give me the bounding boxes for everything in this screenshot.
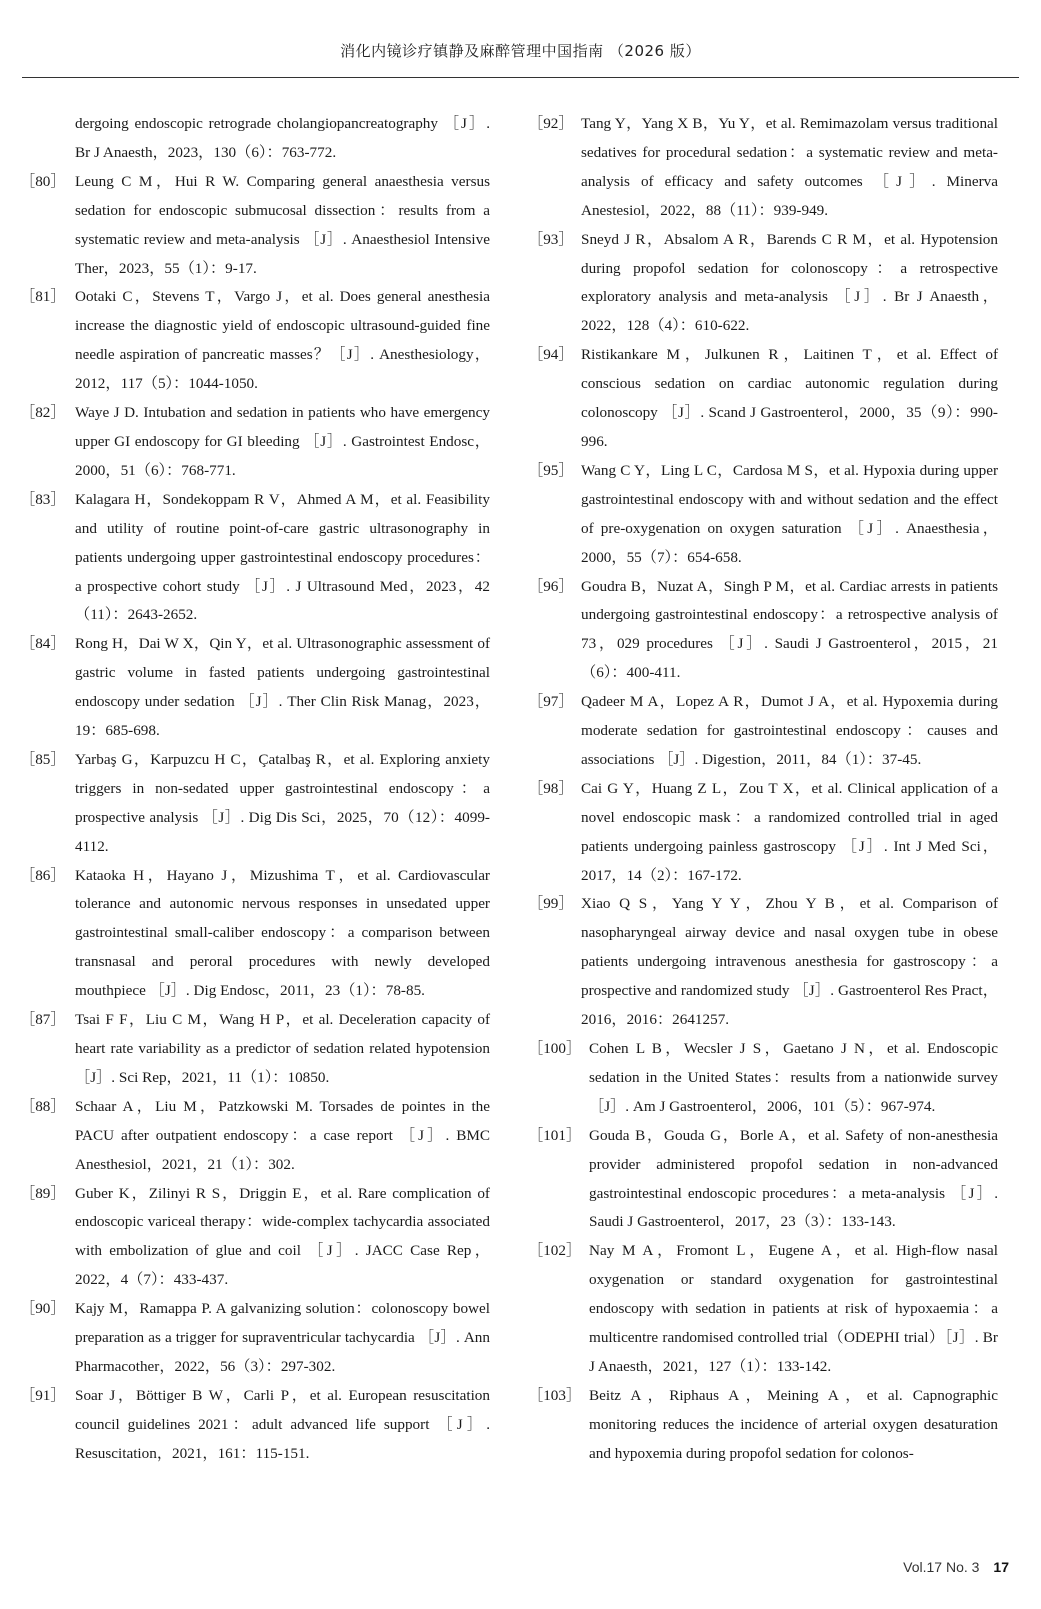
reference-text: Xiao Q S，Yang Y Y，Zhou Y B，et al. Comparison of nasopharyngeal airway device and nasal oxygen tube in obese patients undergoing intravenous anesthesia for gastroscopy：a prospective and randomized study ［J］. Gastroenterol Res Pract，2016，2016：2641257. [581,895,998,1029]
reference-number: ［85］ [20,750,66,768]
reference-number: ［88］ [20,1097,66,1115]
reference-text: Ootaki C，Stevens T，Vargo J，et al. Does general anesthesia increase the diagnostic yield of endoscopic ultrasound-guided fine needle aspiration of pancreatic masses？［J］. Anesthesiology，2012，117（5）：1044-1050. [75,288,490,393]
reference-text: Sneyd J R，Absalom A R，Barends C R M，et al. Hypotension during propofol sedation for colonoscopy：a retrospective exploratory analysis and meta-analysis ［J］. Br J Anaesth，2022，128（4）：610-622. [581,230,998,335]
reference-text: Kajy M，Ramappa P. A galvanizing solution：colonoscopy bowel preparation as a trigger for supraventricular tachycardia ［J］. Ann Pharmacother，2022，56（3）：297-302. [75,1300,490,1375]
reference-entry [20,486,490,631]
reference-entry [528,775,998,891]
reference-entry [20,1382,490,1469]
reference-entry [20,1180,490,1296]
reference-number: ［94］ [528,346,574,364]
reference-text: Gouda B，Gouda G，Borle A，et al. Safety of non-anesthesia provider administered propofol sedation in non-advanced gastrointestinal endoscopic procedures：a meta-analysis ［J］. Saudi J Gastroenterol，2017，23（3）：133-143. [589,1126,998,1231]
reference-number: ［96］ [528,577,574,595]
reference-entry [20,862,490,1007]
reference-text: Kalagara H，Sondekoppam R V，Ahmed A M，et al. Feasibility and utility of routine point-of-care gastric ultrasonography in patients undergoing upper gastrointestinal endoscopy procedures：a prospective cohort study ［J］. J Ultrasound Med，2023，42（11）：2643-2652. [75,490,490,624]
reference-number: ［103］ [528,1386,582,1404]
reference-text: Goudra B，Nuzat A，Singh P M，et al. Cardiac arrests in patients undergoing gastrointestinal endoscopy：a retrospective analysis of 73，029 procedures ［J］. Saudi J Gastroenterol，2015，21（6）：400-411. [581,577,998,682]
reference-number: ［99］ [528,895,574,913]
reference-text: Wang C Y，Ling L C，Cardosa M S，et al. Hypoxia during upper gastrointestinal endoscopy with and without sedation and the effect of pre-oxygenation on oxygen saturation ［J］. Anaesthesia，2000，55（7）：654-658. [581,461,998,566]
reference-entry [20,399,490,486]
reference-number: ［100］ [528,1040,582,1057]
reference-entry [528,457,998,573]
reference-text: Cohen L B，Wecsler J S，Gaetano J N，et al. Endoscopic sedation in the United States：results from a nationwide survey ［J］. Am J Gastroenterol，2006，101（5）：967-974. [589,1040,998,1115]
reference-number: ［86］ [20,866,66,884]
reference-text: Beitz A，Riphaus A，Meining A，et al. Capnographic monitoring reduces the incidence of arterial oxygen desaturation and hypoxemia during propofol sedation for colonos- [589,1386,998,1462]
reference-number: ［82］ [20,404,66,422]
reference-entry [20,746,490,862]
reference-text: Cai G Y，Huang Z L，Zou T X，et al. Clinical application of a novel endoscopic mask：a randomized controlled trial in aged patients undergoing painless gastroscopy ［J］. Int J Med Sci，2017，14（2）：167-172. [581,779,998,884]
reference-text: Soar J，Böttiger B W，Carli P，et al. European resuscitation council guidelines 2021：adult advanced life support ［J］. Resuscitation，2021，161：115-151. [75,1386,490,1462]
volume-issue: Vol.17 No. 3 [903,1559,980,1575]
reference-entry [528,1237,998,1382]
reference-number: ［89］ [20,1184,66,1202]
reference-number: ［97］ [528,693,574,711]
reference-text: Ristikankare M，Julkunen R，Laitinen T，et al. Effect of conscious sedation on cardiac autonomic regulation during colonoscopy ［J］. Scand J Gastroenterol，2000，35（9）：990-996. [581,346,998,450]
reference-entry [20,630,490,746]
reference-entry [528,573,998,689]
reference-number: ［91］ [20,1386,66,1404]
reference-number: ［81］ [20,288,66,306]
reference-text: Guber K，Zilinyi R S，Driggin E，et al. Rare complication of endoscopic variceal therapy：wide-complex tachycardia associated with embolization of glue and coil ［J］. JACC Case Rep，2022，4（7）：433-437. [75,1184,490,1289]
reference-text: Kataoka H，Hayano J，Mizushima T，et al. Cardiovascular tolerance and autonomic nervous responses in unsedated upper gastrointestinal small-caliber endoscopy：a comparison between transnasal and peroral procedures with newly developed mouthpiece ［J］. Dig Endosc，2011，23（1）：78-85. [75,866,490,1000]
reference-text: Waye J D. Intubation and sedation in patients who have emergency upper GI endoscopy for GI bleeding ［J］. Gastrointest Endosc，2000，51（6）：768-771. [75,404,490,479]
reference-entry [528,688,998,775]
reference-entry [20,283,490,399]
reference-number: ［102］ [528,1242,582,1260]
reference-entry [20,1006,490,1093]
reference-text: Leung C M，Hui R W. Comparing general anaesthesia versus sedation for endoscopic submucosal dissection：results from a systematic review and meta-analysis ［J］. Anaesthesiol Intensive Ther，2023，55（1）：9-17. [75,172,490,277]
reference-column-left [20,110,490,1469]
reference-list-right [528,110,998,1469]
header-rule [22,77,1019,78]
reference-number: ［98］ [528,779,574,797]
reference-entry [528,890,998,1035]
reference-text: Tsai F F，Liu C M，Wang H P，et al. Deceleration capacity of heart rate variability as a predictor of sedation related hypotension ［J］. Sci Rep，2021，11（1）：10850. [75,1011,490,1086]
page-footer [903,1559,1009,1575]
reference-text: Schaar A，Liu M，Patzkowski M. Torsades de pointes in the PACU after outpatient endoscopy：a case report ［J］. BMC Anesthesiol，2021，21（1）：302. [75,1097,490,1173]
reference-column-right [528,110,998,1469]
reference-list-left [20,168,490,1469]
reference-number: ［92］ [528,115,574,132]
reference-text: Yarbaş G，Karpuzcu H C，Çatalbaş R，et al. Exploring anxiety triggers in non-sedated upper gastrointestinal endoscopy：a prospective analysis ［J］. Dig Dis Sci，2025，70（12）：4099-4112. [75,750,490,855]
page-number: 17 [993,1559,1009,1575]
reference-entry [528,110,998,226]
reference-entry [20,168,490,284]
reference-number: ［101］ [528,1126,582,1144]
reference-number: ［90］ [20,1300,66,1318]
reference-text: Qadeer M A，Lopez A R，Dumot J A，et al. Hypoxemia during moderate sedation for gastrointestinal endoscopy：causes and associations ［J］. Digestion，2011，84（1）：37-45. [581,693,998,768]
reference-text: Rong H，Dai W X，Qin Y，et al. Ultrasonographic assessment of gastric volume in fasted patients undergoing gastrointestinal endoscopy under sedation ［J］. Ther Clin Risk Manag，2023，19：685-698. [75,635,490,740]
running-head: 消化内镜诊疗镇静及麻醉管理中国指南 （2026 版） [340,42,701,60]
reference-entry [528,1122,998,1238]
reference-number: ［84］ [20,635,66,653]
reference-number: ［80］ [20,172,66,190]
reference-entry [20,1295,490,1382]
reference-number: ［87］ [20,1011,66,1029]
reference-text: Nay M A，Fromont L，Eugene A，et al. High-flow nasal oxygenation or standard oxygenation for gastrointestinal endoscopy with sedation in patients at risk of hypoxaemia：a multicentre randomised controlled trial（ODEPHI trial）［J］. Br J Anaesth，2021，127（1）：133-142. [589,1242,998,1375]
reference-entry [528,341,998,457]
reference-number: ［83］ [20,490,66,508]
reference-entry [528,1382,998,1469]
reference-entry [528,1035,998,1122]
reference-continuation: dergoing endoscopic retrograde cholangiopancreatography ［J］. Br J Anaesth，2023，130（6）：763-772. [75,115,490,161]
reference-number: ［95］ [528,461,574,479]
reference-number: ［93］ [528,230,574,248]
reference-entry [20,1093,490,1180]
reference-text: Tang Y，Yang X B，Yu Y，et al. Remimazolam versus traditional sedatives for procedural sedation：a systematic review and meta-analysis of efficacy and safety outcomes ［J］. Minerva Anestesiol，2022，88（11）：939-949. [581,115,998,219]
reference-entry [528,226,998,342]
